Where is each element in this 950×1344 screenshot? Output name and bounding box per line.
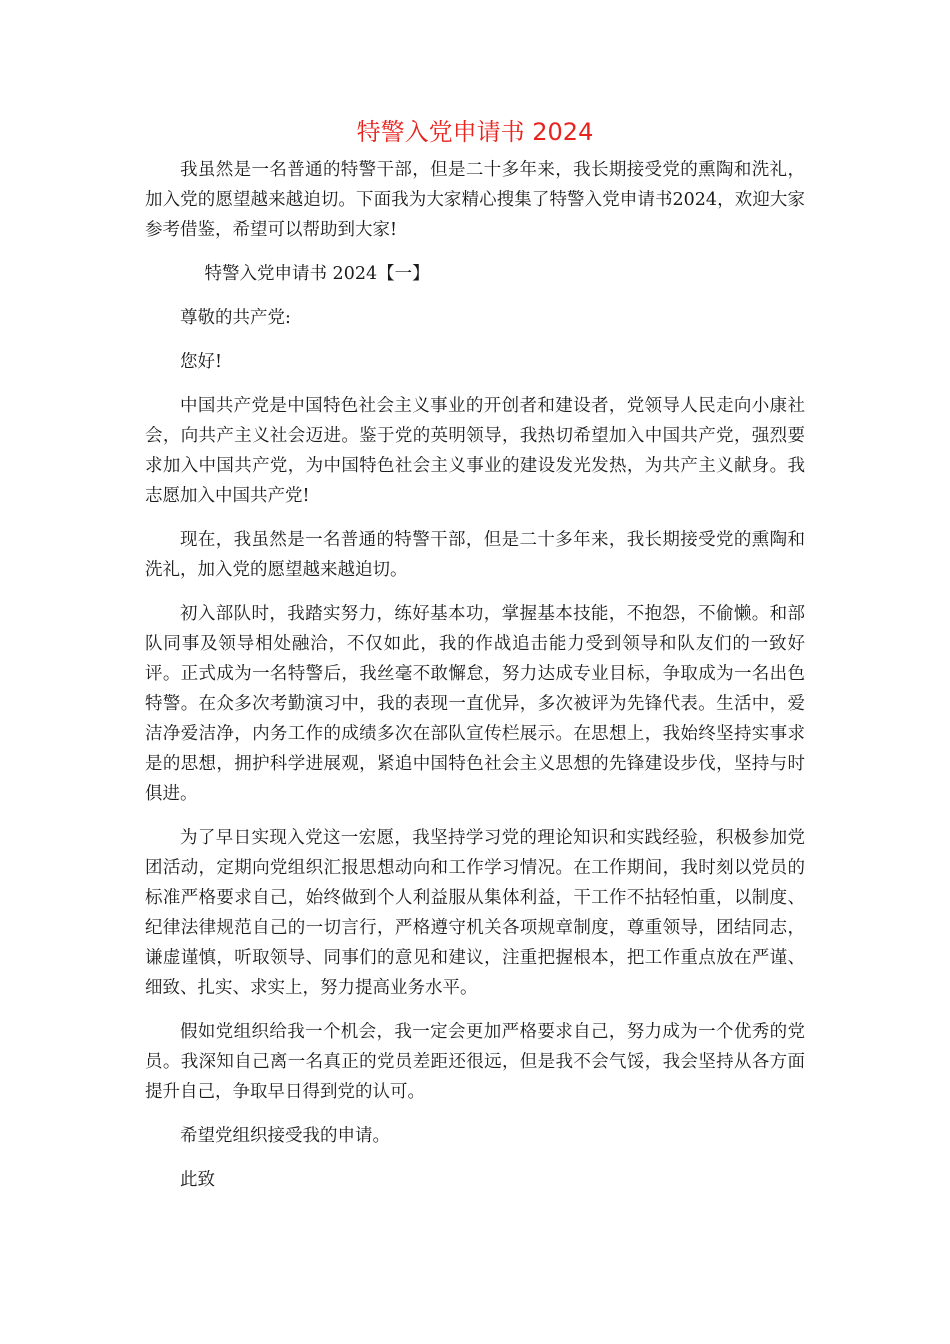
salutation: 尊敬的共产党: [180,308,291,328]
body-paragraph: 希望党组织接受我的申请。 [180,1126,390,1146]
body-paragraph: 现在，我虽然是一名普通的特警干部，但是二十多年来，我长期接受党的熏陶和洗礼，加入党的愿望越来越迫切。 [145,530,805,580]
document-title: 特警入党申请书 2024 [356,118,594,146]
greeting: 您好! [180,352,223,372]
body-paragraph: 为了早日实现入党这一宏愿，我坚持学习党的理论知识和实践经验，积极参加党团活动，定期向党组织汇报思想动向和工作学习情况。在工作期间，我时刻以党员的标准严格要求自己，始终做到个人利益服从集体利益，干工作不拈轻怕重，以制度、纪律法律规范自己的一切言行，严格遵守机关各项规章制度，尊重领导，团结同志，谦虚谨慎，听取领导、同事们的意见和建议，注重把握根本，把工作重点放在严谨、细致、扎实、求实上，努力提高业务水平。 [145,828,805,998]
closing: 此致 [180,1170,215,1190]
body-paragraph: 假如党组织给我一个机会，我一定会更加严格要求自己，努力成为一个优秀的党员。我深知自己离一名真正的党员差距还很远，但是我不会气馁，我会坚持从各方面提升自己，争取早日得到党的认可。 [145,1022,805,1102]
body-paragraph: 初入部队时，我踏实努力，练好基本功，掌握基本技能，不抱怨，不偷懒。和部队同事及领导相处融洽，不仅如此，我的作战追击能力受到领导和队友们的一致好评。正式成为一名特警后，我丝毫不敢懈怠，努力达成专业目标，争取成为一名出色特警。在众多次考勤演习中，我的表现一直优异，多次被评为先锋代表。生活中，爱洁净爱洁净，内务工作的成绩多次在部队宣传栏展示。在思想上，我始终坚持实事求是的思想，拥护科学进展观，紧追中国特色社会主义思想的先锋建设步伐，坚持与时俱进。 [145,604,805,804]
section-heading: 特警入党申请书 2024【一】 [204,264,430,284]
body-paragraph: 中国共产党是中国特色社会主义事业的开创者和建设者，党领导人民走向小康社会，向共产主义社会迈进。鉴于党的英明领导，我热切希望加入中国共产党，强烈要求加入中国共产党，为中国特色社会主义事业的建设发光发热，为共产主义献身。我志愿加入中国共产党! [145,396,805,506]
intro-paragraph: 我虽然是一名普通的特警干部，但是二十多年来，我长期接受党的熏陶和洗礼，加入党的愿望越来越迫切。下面我为大家精心搜集了特警入党申请书2024，欢迎大家参考借鉴，希望可以帮助到大家! [145,160,805,240]
document-body [145,155,805,1209]
